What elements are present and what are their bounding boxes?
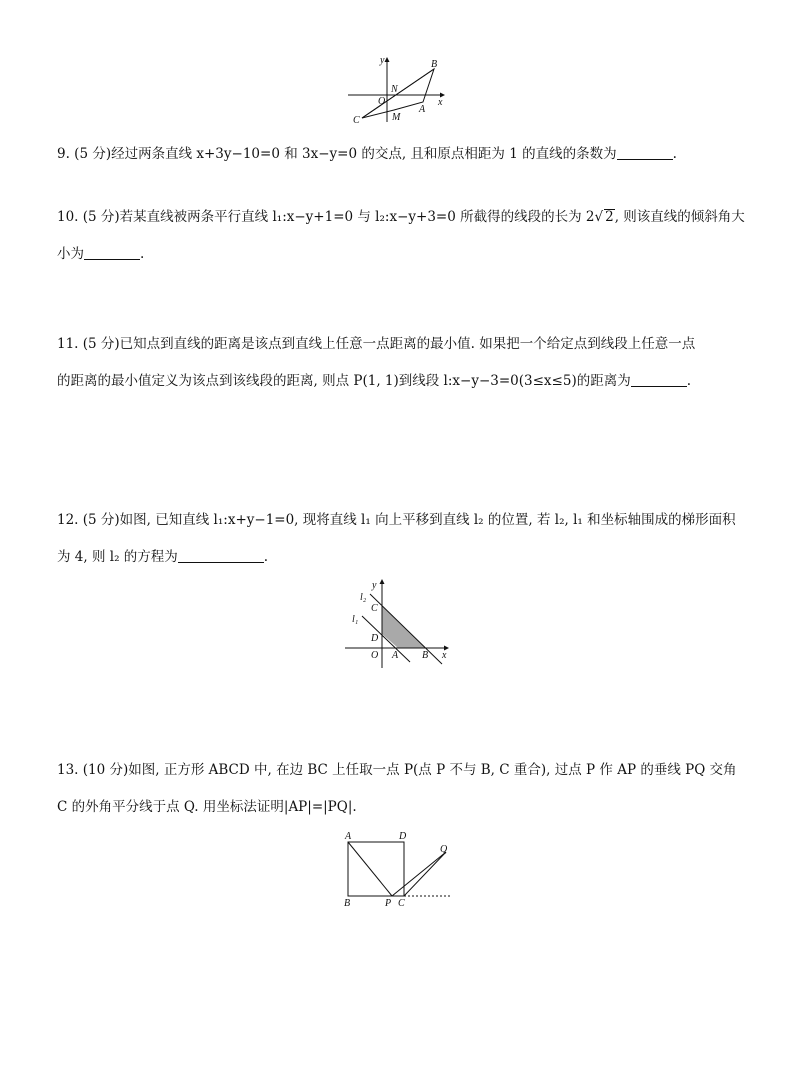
question-13 [57,760,747,817]
label-D: D [399,831,407,842]
question-11-end: . [686,373,692,389]
square-ABCD [348,842,404,896]
sqrt-argument: 2 [605,209,614,225]
question-10-text-a: 10. (5 分)若某直线被两条平行直线 l₁:x−y+1=0 与 l₂:x−y+3=0 所截得的线段的长为 2 [57,209,595,225]
label-C: C [398,898,405,909]
label-B: B [344,898,351,909]
label-x: x [442,650,447,661]
answer-blank-10[interactable] [84,245,140,260]
label-B: B [431,59,438,70]
figure-q13-square [336,826,461,912]
label-O: O [378,96,386,107]
bisector-CQ [404,852,446,896]
label-x: x [438,97,443,108]
question-9-text: 9. (5 分)经过两条直线 x+3y−10=0 和 3x−y=0 的交点, 且和原点相距为 1 的直线的条数为 [57,146,617,162]
question-10-text-b: , 则该直线的倾斜角大 [614,209,745,225]
label-P: P [385,898,392,909]
label-B: B [422,650,429,661]
question-11-text-line2: 的距离的最小值定义为该点到该线段的距离, 则点 P(1, 1)到线段 l:x−y−3=0(3≤x≤5)的距离为 [57,373,631,389]
answer-blank-11[interactable] [631,372,687,387]
label-l1: l₁ [352,614,359,625]
question-13-text-line1: 13. (10 分)如图, 正方形 ABCD 中, 在边 BC 上任取一点 P(点 P 不与 B, C 重合), 过点 P 作 AP 的垂线 PQ 交角 [57,762,737,778]
label-y: y [372,580,377,591]
label-l2: l₂ [360,592,367,603]
label-A: A [419,104,426,115]
label-D: D [371,633,379,644]
question-12-text-line1: 12. (5 分)如图, 已知直线 l₁:x+y−1=0, 现将直线 l₁ 向上平移到直线 l₂ 的位置, 若 l₂, l₁ 和坐标轴围成的梯形面积 [57,512,736,528]
label-y: y [380,55,385,66]
segment-PQ [392,852,446,896]
label-C: C [371,603,378,614]
label-A: A [392,650,399,661]
question-12-end: . [263,549,269,565]
question-11-text-line1: 11. (5 分)已知点到直线的距离是该点到直线上任意一点距离的最小值. 如果把一个给定点到线段上任意一点 [57,336,696,352]
question-12-text-line2: 为 4, 则 l₂ 的方程为 [57,549,178,565]
y-axis-arrow [380,579,385,584]
sqrt-symbol: √ [594,209,604,225]
question-10-end: . [140,246,145,262]
question-10-text-line2: 小为 [57,246,84,262]
figure-top-quadrilateral [340,52,450,128]
question-13-text-line2: C 的外角平分线于点 Q. 用坐标法证明|AP|=|PQ|. [57,799,357,815]
line-l2 [370,594,442,664]
label-N: N [391,84,398,95]
question-9-end: . [672,146,677,162]
figure-q12-trapezoid [340,578,455,668]
question-11 [57,334,747,391]
label-Q: Q [440,844,448,855]
question-10 [57,207,747,264]
answer-blank-12[interactable] [178,548,264,563]
question-12 [57,510,747,567]
label-O: O [371,650,379,661]
y-axis-arrow [385,57,390,62]
segment-AP [348,842,392,896]
label-A: A [345,831,352,842]
label-C: C [353,115,360,126]
answer-blank-9[interactable] [617,145,673,160]
label-M: M [392,112,401,123]
question-9 [57,144,747,164]
